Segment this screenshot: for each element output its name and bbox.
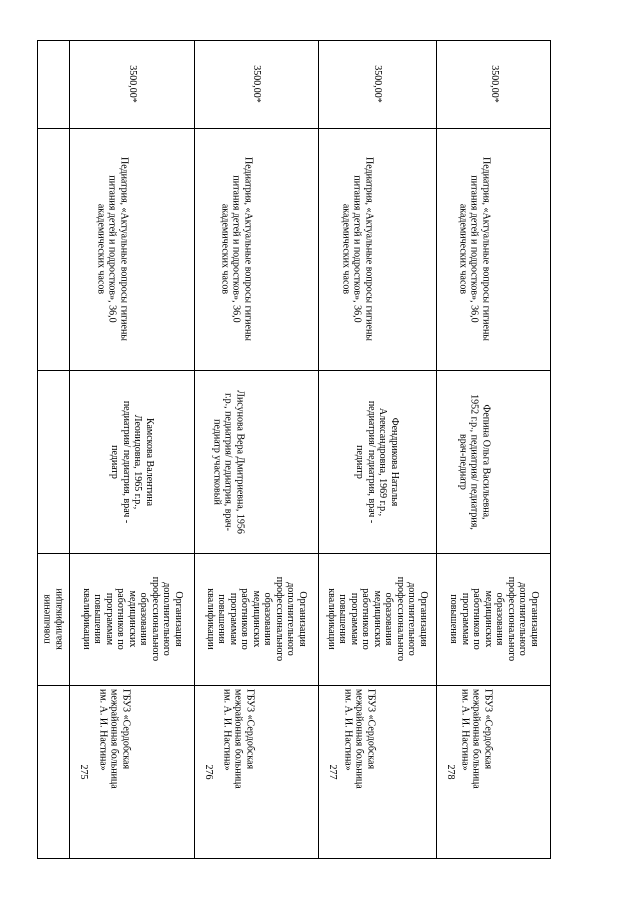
course-cell: [194, 128, 318, 370]
org-cell: [194, 553, 318, 685]
org-cell: [436, 553, 551, 685]
org-cell: [318, 553, 436, 685]
price-cell: [69, 40, 194, 128]
price-cell: [318, 40, 436, 128]
course-cell: [69, 128, 194, 370]
person-text: Фепина Ольга Васильевна, 1952 г.р., педиатрия/ педиатрия, врач-педиатр: [456, 393, 491, 530]
person-cell: [436, 370, 551, 553]
course-text: Педиатрия, «Актуальные вопросы гигиены питания детей и подростков», 36,0 академических часов: [94, 156, 129, 342]
institution-text: ГБУЗ «Сердобская межрайонная больница им. А. И. Настина»: [342, 689, 377, 789]
person-cell: [318, 370, 436, 553]
header-fragment-text: повышения квалификации: [41, 588, 64, 650]
row-number-cell: [436, 685, 464, 859]
course-text: Педиатрия, «Актуальные вопросы гигиены питания детей и подростков», 36,0 академических часов: [219, 156, 254, 342]
price-text: 3500,00*: [488, 65, 500, 103]
person-cell: [69, 370, 194, 553]
person-text: Лисунова Вера Дмитриевна, 1956 г.р., педиатрия/ педиатрия, врач- педиатр участковый: [211, 389, 246, 534]
course-text: Педиатрия, «Актуальные вопросы гигиены питания детей и подростков», 36,0 академических часов: [340, 156, 375, 342]
org-text: Организация дополнительного профессионального образования медицинских работников по программам повышения квалификации: [325, 576, 429, 662]
row-number: 278: [444, 764, 456, 780]
course-text: Педиатрия, «Актуальные вопросы гигиены питания детей и подростков», 36,0 академических часов: [456, 156, 491, 342]
row-number: 276: [202, 764, 214, 780]
institution-text: ГБУЗ «Сердобская межрайонная больница им. А. И. Настина»: [96, 689, 131, 789]
price-text: 3500,00*: [250, 65, 262, 103]
person-text: Фендрикова Наталья Александровна, 1969 г.р., педиатрия/ педиатрия, врач - педиатр: [354, 400, 400, 523]
institution-text: ГБУЗ «Сердобская межрайонная больница им. А. И. Настина»: [458, 689, 493, 789]
price-text: 3500,00*: [126, 65, 138, 103]
institution-text: ГБУЗ «Сердобская межрайонная больница им. А. И. Настина»: [221, 689, 256, 789]
org-text: Организация дополнительного профессионального образования медицинских работников по программам повышения квалификации: [204, 576, 308, 662]
org-cell: [69, 553, 194, 685]
person-cell: [194, 370, 318, 553]
price-cell: [194, 40, 318, 128]
org-text: Организация дополнительного профессионального образования медицинских работников по программам повышения: [448, 576, 540, 662]
course-cell: [436, 128, 551, 370]
header-cell: [37, 553, 69, 685]
rotated-table-page: [37, 40, 551, 859]
org-text: Организация дополнительного профессионального образования медицинских работников по программам повышения квалификации: [80, 576, 184, 662]
course-cell: [318, 128, 436, 370]
row-number: 277: [326, 764, 338, 780]
price-text: 3500,00*: [371, 65, 383, 103]
row-number-cell: [318, 685, 346, 859]
price-cell: [436, 40, 551, 128]
row-number-cell: [69, 685, 97, 859]
row-number: 275: [77, 764, 89, 780]
row-number-cell: [194, 685, 222, 859]
person-text: Камскова Валентина Леонидовна, 1965 г.р., педиатрия/ педиатрия, врач - педиатр: [109, 400, 155, 523]
